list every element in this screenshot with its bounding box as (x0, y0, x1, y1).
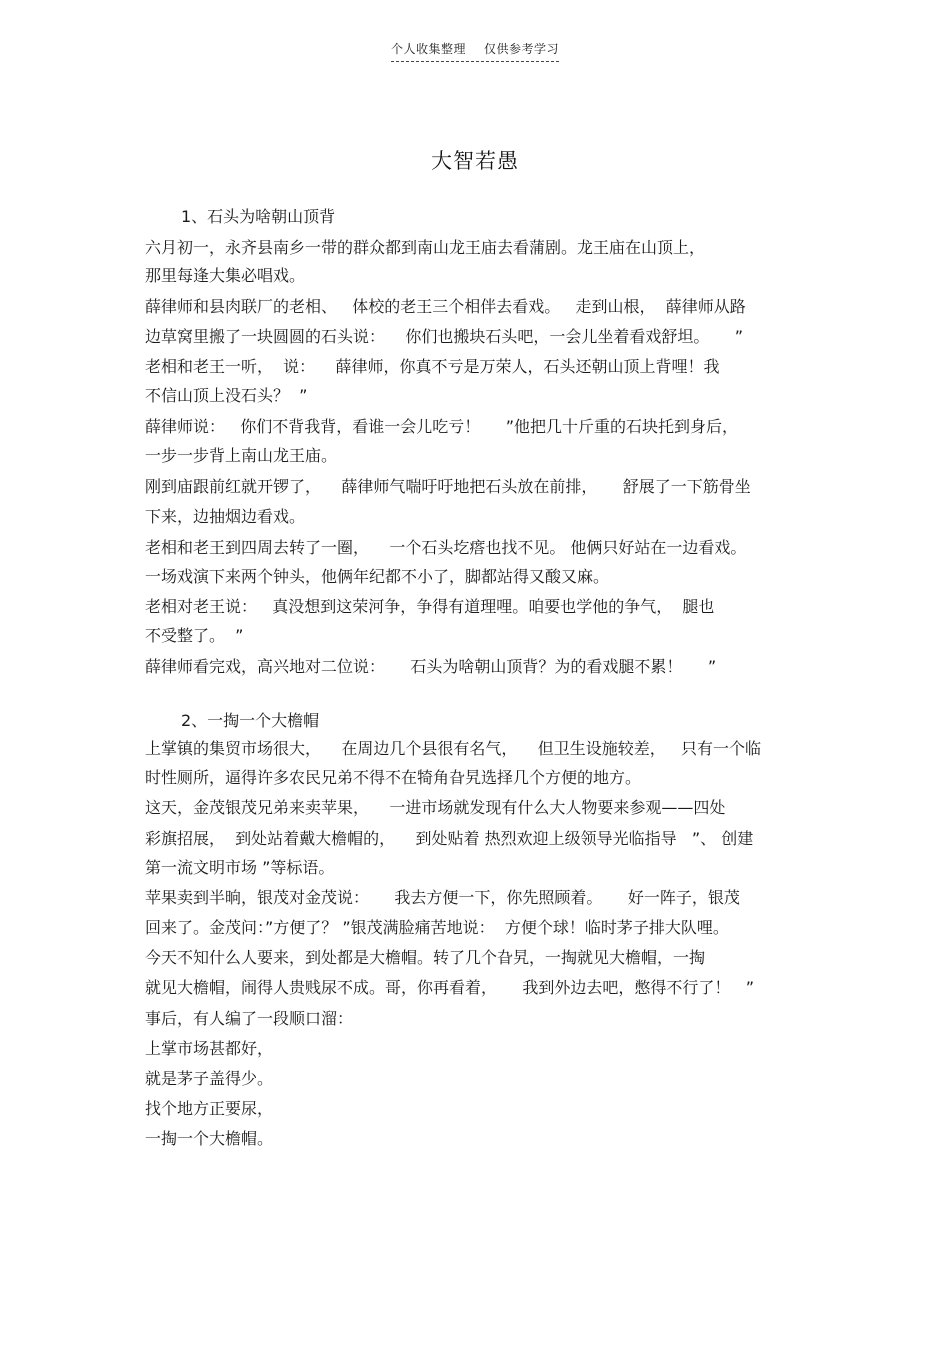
document-title: 大智若愚 (431, 149, 519, 173)
paragraph-line: 第一流文明市场 ”等标语。 (145, 858, 335, 877)
page-header-rule (391, 40, 559, 62)
paragraph-line: 六月初一，永齐县南乡一带的群众都到南山龙王庙去看蒲剧。龙王庙在山顶上， (145, 238, 706, 257)
paragraph-line: 那里每逢大集必唱戏。 (145, 266, 306, 285)
header-left-text: 个人收集整理 (390, 42, 466, 56)
paragraph-line: 时性厕所，逼得许多农民兄弟不得不在犄角旮旯选择几个方便的地方。 (145, 768, 642, 787)
page-header (0, 38, 950, 62)
paragraph-line: 上掌镇的集贸市场很大， 在周边几个县很有名气， 但卫生设施较差， 只有一个临 (145, 739, 761, 758)
paragraph-line: 不受整了。 ” (145, 626, 244, 645)
paragraph-line: 苹果卖到半晌，银茂对金茂说： 我去方便一下，你先照顾着。 好一阵子，银茂 (145, 888, 740, 907)
section-heading: 2、一掏一个大檐帽 (181, 711, 320, 730)
paragraph-line: 找个地方正要尿， (145, 1099, 274, 1118)
paragraph-line: 上掌市场甚都好， (145, 1039, 274, 1058)
paragraph-line: 薛律师和县肉联厂的老相、 体校的老王三个相伴去看戏。 走到山根， 薛律师从路 (145, 297, 746, 316)
header-right-text: 仅供参考学习 (484, 42, 560, 56)
paragraph-line: 薛律师看完戏，高兴地对二位说： 石头为啥朝山顶背？为的看戏腿不累！ ” (145, 657, 717, 676)
paragraph-line: 就是茅子盖得少。 (145, 1069, 274, 1088)
paragraph-line: 下来，边抽烟边看戏。 (145, 507, 306, 526)
paragraph-line: 老相和老王到四周去转了一圈， 一个石头圪瘩也找不见。 他俩只好站在一边看戏。 (145, 538, 747, 557)
paragraph-line: 事后，有人编了一段顺口溜： (145, 1009, 354, 1028)
paragraph-line: 彩旗招展， 到处站着戴大檐帽的， 到处贴着 热烈欢迎上级领导光临指导 ”、 创建 (145, 829, 754, 848)
paragraph-line: 不信山顶上没石头？ ” (145, 386, 308, 405)
paragraph-line: 老相和老王一听， 说： 薛律师，你真不亏是万荣人，石头还朝山顶上背哩！我 (145, 357, 720, 376)
paragraph-line: 刚到庙跟前红就开锣了， 薛律师气喘吁吁地把石头放在前排， 舒展了一下筋骨坐 (145, 477, 751, 496)
paragraph-line: 一步一步背上南山龙王庙。 (145, 446, 338, 465)
paragraph-line: 薛律师说： 你们不背我背，看谁一会儿吃亏！ ”他把几十斤重的石块托到身后， (145, 417, 738, 436)
paragraph-line: 一掏一个大檐帽。 (145, 1129, 274, 1148)
section-heading: 1、石头为啥朝山顶背 (181, 207, 336, 226)
paragraph-line: 回来了。金茂问：”方便了？ ”银茂满脸痛苦地说： 方便个球！临时茅子排大队哩。 (145, 918, 729, 937)
paragraph-line: 这天，金茂银茂兄弟来卖苹果， 一进市场就发现有什么大人物要来参观——四处 (145, 798, 726, 817)
paragraph-line: 就见大檐帽，闹得人贵贱尿不成。哥，你再看着， 我到外边去吧，憋得不行了！ ” (145, 978, 754, 997)
paragraph-line: 边草窝里搬了一块圆圆的石头说： 你们也搬块石头吧，一会儿坐着看戏舒坦。 ” (145, 327, 744, 346)
paragraph-line: 老相对老王说： 真没想到这荣河争，争得有道理哩。咱要也学他的争气， 腿也 (145, 597, 715, 616)
paragraph-line: 一场戏演下来两个钟头，他俩年纪都不小了，脚都站得又酸又麻。 (145, 567, 610, 586)
paragraph-line: 今天不知什么人要来，到处都是大檐帽。转了几个旮旯，一掏就见大檐帽，一掏 (145, 948, 706, 967)
